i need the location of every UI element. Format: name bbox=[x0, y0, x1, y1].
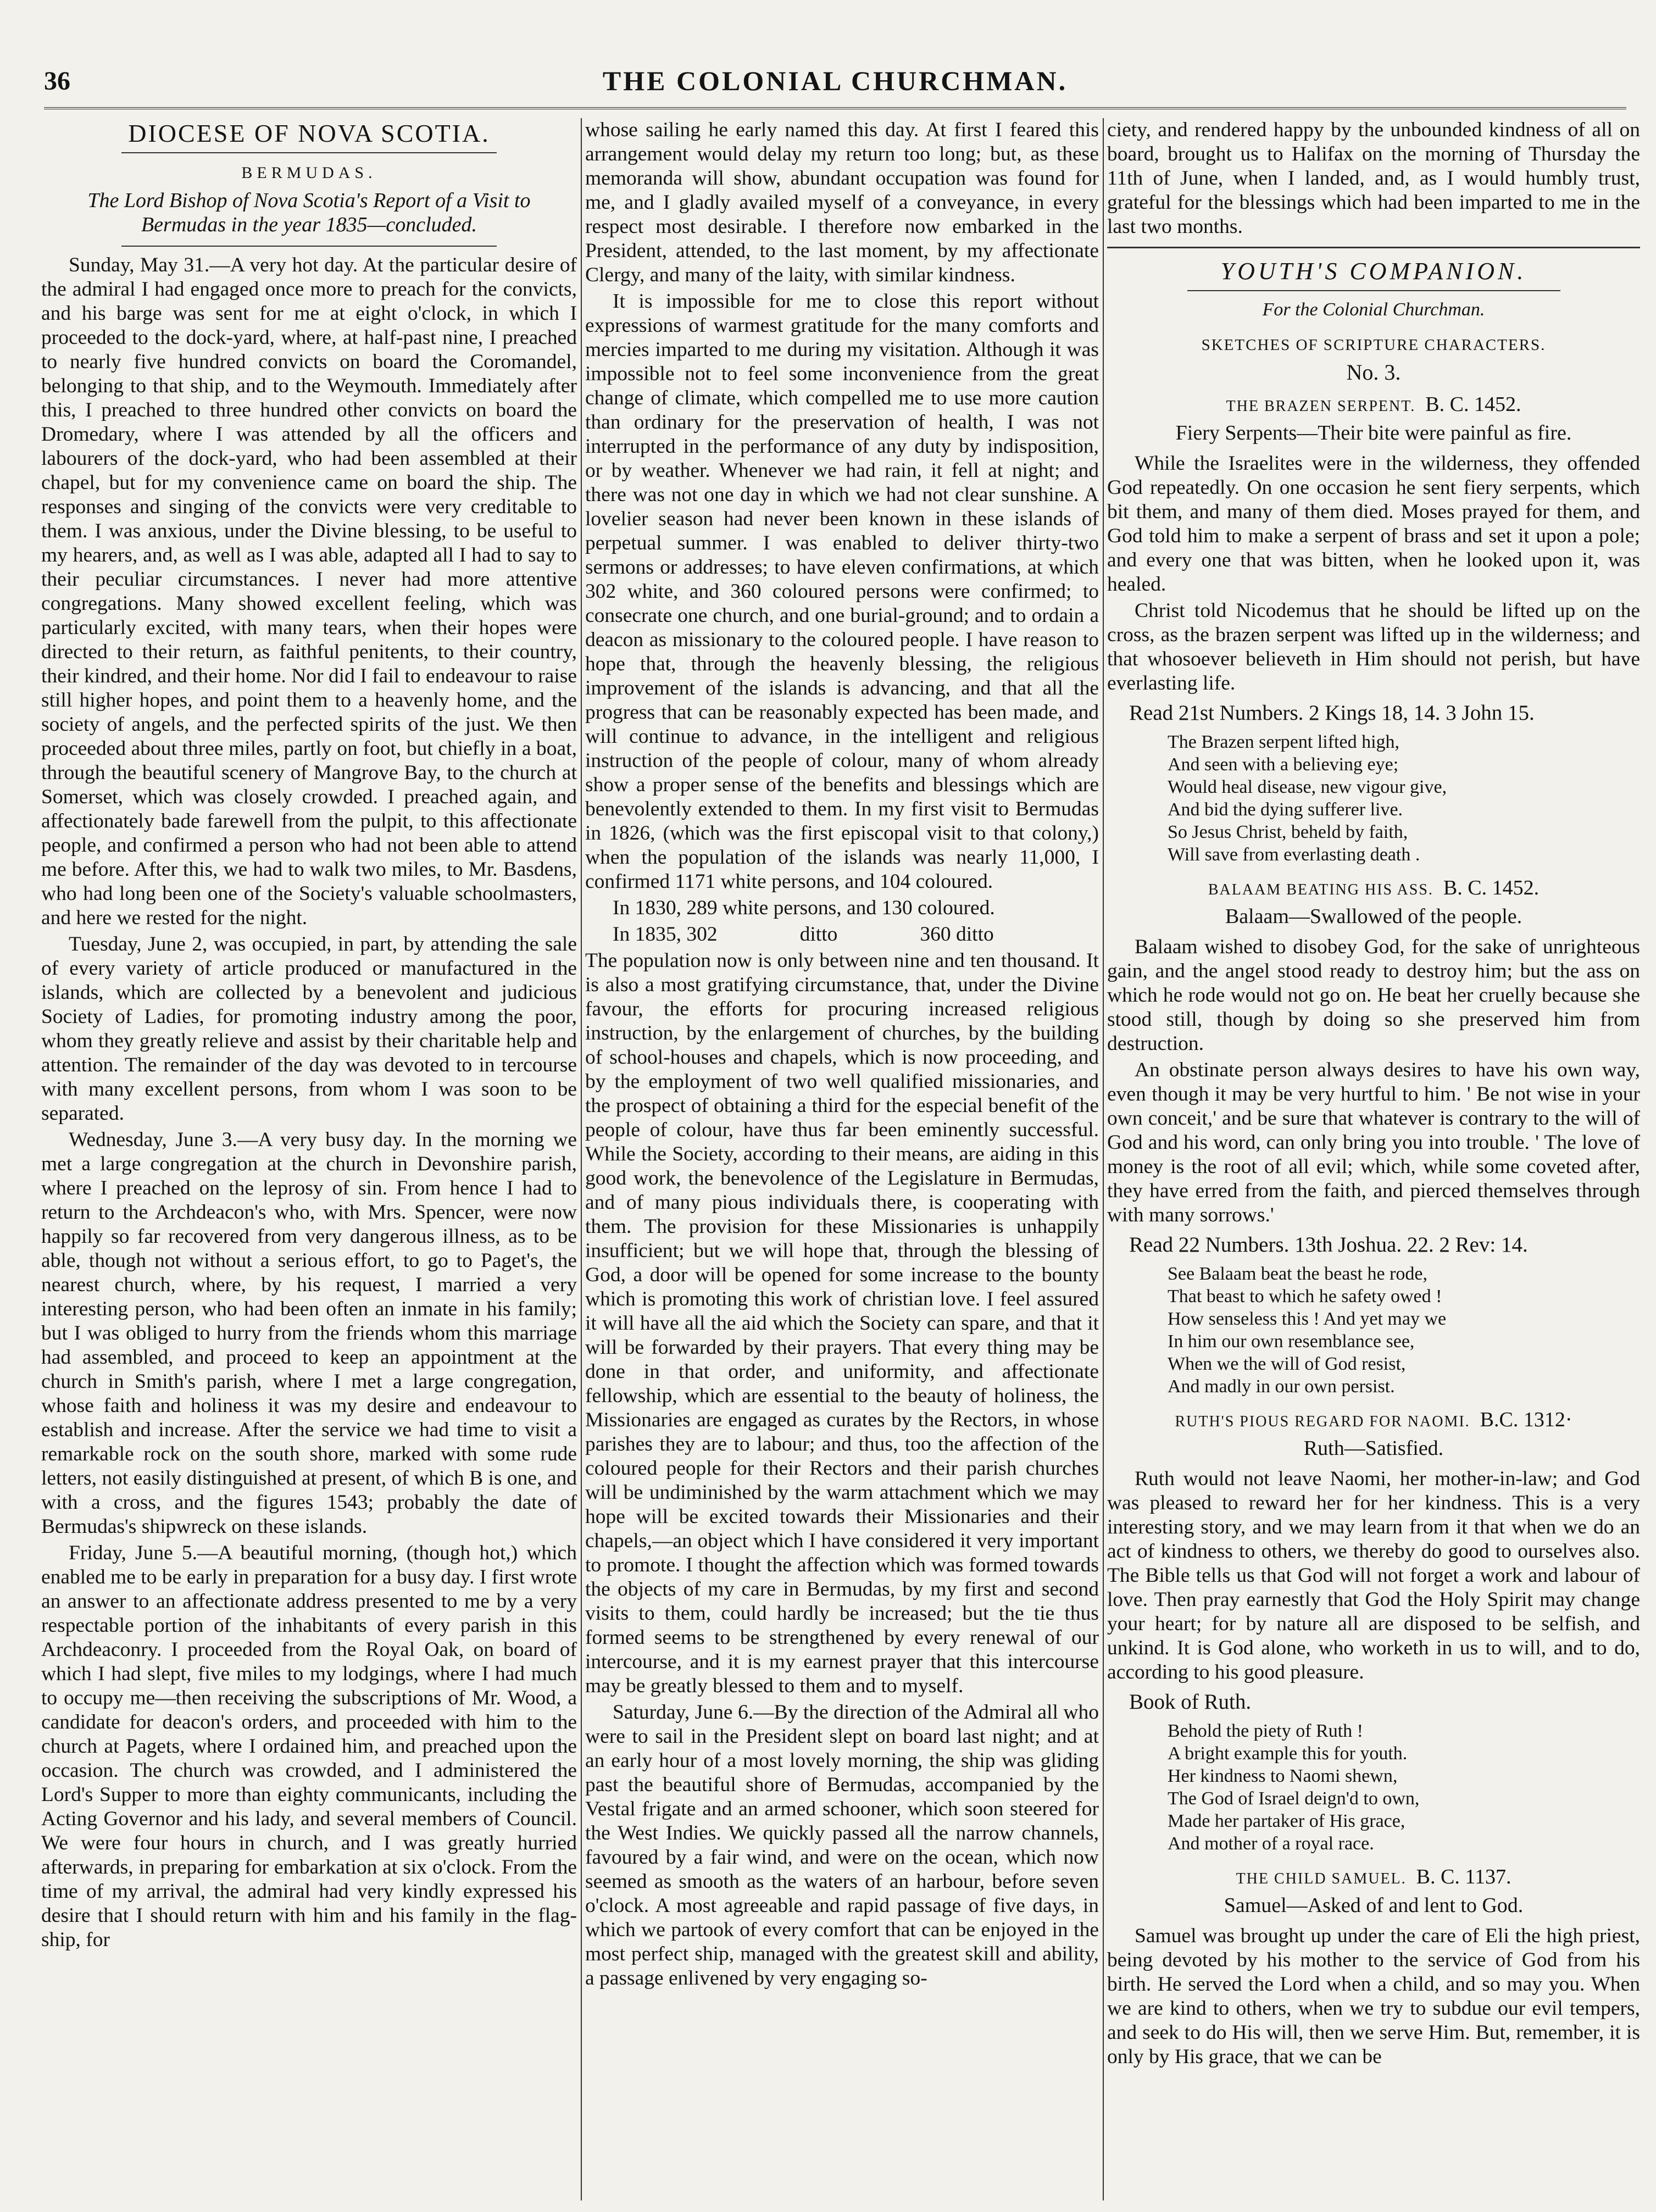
paragraph: An obstinate person always desires to have his own way, even though it may be very hurtful to him. ' Be not wise in your own conceit,' and be sure that whatever is contrary to the will of God and his word, can only bring you into trouble. ' The love of money is the root of all evil; which, while some coveted after, they have erred from the faith, and pierced themselves through with many sorrows.' bbox=[1107, 1059, 1640, 1226]
character-name: THE CHILD SAMUEL. bbox=[1236, 1870, 1407, 1887]
character-heading bbox=[1107, 392, 1640, 419]
paragraph: Balaam wished to disobey God, for the sake of unrighteous gain, and the angel stood ready to destroy him; but the ass on which he rode would not go on. He beat her cruelly because she stood still, though by doing so she preserved him from destruction. bbox=[1107, 936, 1640, 1055]
poem-line: See Balaam beat the beast he rode, bbox=[1168, 1264, 1427, 1284]
paragraph: The population now is only between nine and ten thousand. It is also a most gratifying circumstance, that, under the Divine favour, the efforts for procuring increased religious instruction, by the enlargement of churches, by the building of school-houses and chapels, which is now proceeding, and by the employment of two well qualified missionaries, and the prospect of obtaining a third for the especial benefit of the people of colour, have thus far been eminently successful. While the Society, according to their means, are aiding in this good work, the benevolence of the Legislature in Bermudas, and of many pious individuals there, is cooperating with them. The provision for these Missionaries is unhappily insufficient; but we will hope that, through the blessing of God, a door will be opened for some increase to the bounty which is promoting this work of christian love. I feel assured it will have all the aid which the Society can spare, and that it will be forwarded by their prayers. That every thing may be done in that order, and uniformity, and affectionate fellowship, which are essential to the beauty of holiness, the Missionaries are engaged as curates by the Rectors, in whose parishes they are to labour; and thus, too the affection of the coloured people for their Rectors and their parish churches will be undiminished by the warm attachment which we may hope will be excited towards their Missionaries and their chapels,—an object which I have considered it very important to promote. I thought the affection which was formed towards the objects of my care in Bermudas, by my first and second visits to them, could hardly be increased; but the tie thus formed seems to be strengthened by every renewal of our intercourse, and it is my earnest prayer that this intercourse may be greatly blessed to them and to myself. bbox=[585, 949, 1099, 1697]
rule bbox=[1187, 290, 1560, 291]
poem-line: Will save from everlasting death . bbox=[1168, 844, 1420, 865]
poem bbox=[1168, 731, 1640, 866]
stat-year: In 1835, 302 bbox=[613, 923, 718, 946]
poem-line: So Jesus Christ, beheld by faith, bbox=[1168, 822, 1408, 842]
report-title: The Lord Bishop of Nova Scotia's Report of a Visit to Bermudas in the year 1835—concluded. bbox=[87, 189, 531, 236]
stat-line bbox=[585, 922, 1099, 947]
scripture-reading: Read 21st Numbers. 2 Kings 18, 14. 3 John 15. bbox=[1129, 701, 1535, 725]
character-date: B.C. 1312· bbox=[1480, 1408, 1572, 1431]
poem-line: And madly in our own persist. bbox=[1168, 1376, 1395, 1397]
poem-line: Behold the piety of Ruth ! bbox=[1168, 1721, 1364, 1741]
poem bbox=[1168, 1263, 1640, 1398]
scripture-reading: Read 22 Numbers. 13th Joshua. 22. 2 Rev: 14. bbox=[1129, 1233, 1528, 1257]
column-divider bbox=[581, 118, 582, 2200]
poem-line: A bright example this for youth. bbox=[1168, 1743, 1408, 1764]
character-heading bbox=[1107, 876, 1640, 902]
scripture-reading: Book of Ruth. bbox=[1129, 1690, 1252, 1714]
poem-line: Her kindness to Naomi shewn, bbox=[1168, 1766, 1398, 1786]
paragraph: ciety, and rendered happy by the unbounded kindness of all on board, brought us to Halifax on the morning of Thursday the 11th of June, when I landed, and, as I would humbly trust, grateful for the blessings which had been imparted to me in the last two months. bbox=[1107, 119, 1640, 238]
character-heading bbox=[1107, 1865, 1640, 1891]
poem-line: When we the will of God resist, bbox=[1168, 1354, 1406, 1374]
paragraph: Tuesday, June 2, was occupied, in part, by attending the sale of every variety of article produced or manufactured in the islands, which are collected by a benevolent and judicious Society of Ladies, for promoting industry among the poor, whom they greatly relieve and assist by their charitable help and attention. The remainder of the day was devoted to in tercourse with many excellent persons, from whom I was soon to be separated. bbox=[41, 933, 577, 1125]
rule bbox=[121, 152, 497, 153]
column-middle bbox=[585, 118, 1099, 2200]
character-lesson: Fiery Serpents—Their bite were painful as fire. bbox=[1175, 421, 1572, 444]
poem-line: That beast to which he safety owed ! bbox=[1168, 1286, 1442, 1307]
poem-line: And seen with a believing eye; bbox=[1168, 754, 1399, 775]
poem-line: And mother of a royal race. bbox=[1168, 1833, 1374, 1854]
character-date: B. C. 1137. bbox=[1416, 1865, 1511, 1888]
paragraph: Wednesday, June 3.—A very busy day. In the morning we met a large congregation at the church in Devonshire parish, where I preached on the leprosy of sin. From hence I had to return to the Archdeacon's who, with Mrs. Spencer, were now happily so far recovered from very dangerous illness, as to be able, though not without a serious effort, to go to Paget's, the nearest church, where, by his request, I married a very interesting person, who had been often an inmate in his family; but I was obliged to hurry from the friends whom this marriage had assembled, and proceed to keep an appointment at the church in Smith's parish, where I met a large congregation, whose faith and holiness it was my desire and endeavour to establish and increase. After the service we had time to visit a remarkable rock on the south shore, marked with some rude letters, not easily distinguished at present, of which B is one, and with a cross, and the figures 1543; probably the date of Bermudas's shipwreck on these islands. bbox=[41, 1129, 577, 1538]
character-lesson: Ruth—Satisfied. bbox=[1303, 1437, 1444, 1460]
paragraph: It is impossible for me to close this report without expressions of warmest gratitude for the many comforts and mercies imparted to me during my visitation. Although it was impossible not to feel some inconvenience from the great change of climate, which compelled me to use more caution than ordinary for the preservation of health, I was not interrupted in the performance of any duty by indisposition, or by weather. Whenever we had rain, it fell at night; and there was not one day in which we had not clear sunshine. A lovelier season had never been known in these islands of perpetual summer. I was enabled to deliver thirty-two sermons or addresses; to have eleven confirmations, at which 302 white, and 360 coloured persons were confirmed; to consecrate one church, and one burial-ground; and to ordain a deacon as missionary to the coloured people. I have reason to hope that, through the heavenly blessing, the religious improvement of the islands is advancing, and that all the progress that can be reasonably expected has been made, and will continue to advance, in the intelligent and religious instruction of the people of colour, many of whom already show a proper sense of the benefits and blessings which are benevolently extended to them. In my first visit to Bermudas in 1826, (which was the first episcopal visit to that colony,) when the population of the islands was nearly 11,000, I confirmed 1171 white persons, and 104 coloured. bbox=[585, 290, 1099, 893]
header-rule bbox=[44, 107, 1626, 109]
paragraph: Saturday, June 6.—By the direction of the Admiral all who were to sail in the President slept on board last night; and at an early hour of a most lovely morning, the ship was gliding past the beautiful shore of Bermudas, accompanied by the Vestal frigate and an armed schooner, which soon steered for the West Indies. We quickly passed all the narrow channels, favoured by a fair wind, and were on the ocean, which now seemed as smooth as the waters of an harbour, before seven o'clock. A most agreeable and rapid passage of five days, in which we partook of every comfort that can be enjoyed in the most perfect ship, managed with the greatest skill and ability, a passage enlivened by very engaging so- bbox=[585, 1701, 1099, 1989]
character-name: BALAAM BEATING HIS ASS. bbox=[1208, 881, 1433, 898]
rule bbox=[121, 246, 497, 247]
paragraph: While the Israelites were in the wilderness, they offended God repeatedly. On one occasion he sent fiery serpents, which bit them, and many of them died. Moses prayed for them, and God told him to make a serpent of brass and set it upon a pole; and every one that was bitten, when he looked upon it, was healed. bbox=[1107, 452, 1640, 596]
character-date: B. C. 1452. bbox=[1425, 393, 1521, 416]
poem-line: Made her partaker of His grace, bbox=[1168, 1811, 1405, 1831]
character-date: B. C. 1452. bbox=[1443, 876, 1540, 899]
poem bbox=[1168, 1720, 1640, 1855]
paragraph: Samuel was brought up under the care of Eli the high priest, being devoted by his mother to the service of God from his birth. He served the Lord when a child, and so may you. When we are kind to others, when we try to subdue our evil tempers, and seek to do His will, then we serve Him. But, remember, it is only by His grace, that we can be bbox=[1107, 1925, 1640, 2068]
paragraph: whose sailing he early named this day. At first I feared this arrangement would delay my return too long; but, as these memoranda will show, abundant occupation was found for me, and I gladly availed myself of a conveyance, in every respect most desirable. I therefore now embarked in the President, attended, to the last moment, by my affectionate Clergy, and many of the laity, with similar kindness. bbox=[585, 119, 1099, 286]
column-right bbox=[1107, 118, 1640, 2200]
youths-companion-title: YOUTH'S COMPANION. bbox=[1220, 258, 1527, 285]
page-header bbox=[44, 60, 1626, 110]
subhead: BERMUDAS. bbox=[241, 164, 377, 182]
poem-line: How senseless this ! And yet may we bbox=[1168, 1309, 1447, 1329]
column-left bbox=[41, 118, 577, 2200]
paragraph: Sunday, May 31.—A very hot day. At the particular desire of the admiral I had engaged once more to preach for the convicts, and his barge was sent for me at eight o'clock, in which I proceeded to the dock-yard, where, at half-past nine, I preached to nearly five hundred convicts on board the Coromandel, belonging to that ship, and to the Weymouth. Immediately after this, I preached to three hundred other convicts on board the Dromedary, where I was attended by all the officers and labourers of the dock-yard, who had been assembled at their chapel, but for my convenience came on board the ship. The responses and singing of the convicts were very creditable to them. I was anxious, under the Divine blessing, to be useful to my hearers, and, as well as I was able, adapted all I had to say to their peculiar circumstances. I never had more attentive congregations. Many showed excellent feeling, which was particularly excited, with many tears, when their hopes were directed to their return, as faithful penitents, to their country, their kindred, and their home. Nor did I fail to endeavour to raise still higher hopes, and point them to a heavenly home, and the society of angels, and the perfected spirits of the just. We then proceeded about three miles, partly on foot, but chiefly in a boat, through the beautiful scenery of Mangrove Bay, to the church at Somerset, which was closely crowded. I preached again, and affectionately bade farewell from the pulpit, to this affectionate people, and confirmed a person who had not been able to attend me before. After this, we had to walk two miles, to Mr. Basdens, who had long been one of the Society's valuable schoolmasters, and here we rested for the night. bbox=[41, 254, 577, 929]
stat-coloured: 360 ditto bbox=[920, 923, 994, 946]
stat-line: In 1830, 289 white persons, and 130 coloured. bbox=[613, 897, 995, 919]
sketches-heading: SKETCHES OF SCRIPTURE CHARACTERS. bbox=[1201, 336, 1546, 354]
paragraph: Christ told Nicodemus that he should be lifted up on the cross, as the brazen serpent was lifted up in the wilderness; and that whosoever believeth in Him should not perish, but have everlasting life. bbox=[1107, 599, 1640, 694]
character-heading bbox=[1107, 1408, 1640, 1434]
rule bbox=[1107, 247, 1640, 248]
page-number: 36 bbox=[44, 66, 70, 96]
running-title: THE COLONIAL CHURCHMAN. bbox=[602, 65, 1068, 96]
sketch-number: No. 3. bbox=[1346, 360, 1401, 385]
character-name: THE BRAZEN SERPENT. bbox=[1226, 398, 1416, 415]
paragraph: Ruth would not leave Naomi, her mother-in-law; and God was pleased to reward her for her kindness. This is a very interesting story, and we may learn from it that when we do an act of kindness to others, we thereby do good to ourselves also. The Bible tells us that God will not forget a work and labour of love. Then pray earnestly that God the Holy Spirit may change your heart; for by nature all are disposed to be selfish, and unkind. It is God alone, who worketh in us to will, and to do, according to his good pleasure. bbox=[1107, 1468, 1640, 1683]
section-title: DIOCESE OF NOVA SCOTIA. bbox=[128, 119, 490, 147]
stat-ditto: ditto bbox=[799, 923, 838, 946]
poem-line: In him our own resemblance see, bbox=[1168, 1331, 1415, 1352]
poem-line: The Brazen serpent lifted high, bbox=[1168, 732, 1400, 752]
youths-companion-subtitle: For the Colonial Churchman. bbox=[1262, 299, 1485, 320]
poem-line: And bid the dying sufferer live. bbox=[1168, 799, 1403, 820]
paragraph: Friday, June 5.—A beautiful morning, (though hot,) which enabled me to be early in preparation for a busy day. I first wrote an answer to an affectionate address presented to me by a very respectable portion of the inhabitants of every parish in this Archdeaconry. I proceeded from the Royal Oak, on board of which I had slept, five miles to my lodgings, where I had much to occupy me—then receiving the subscriptions of Mr. Wood, a candidate for deacon's orders, and proceeded with him to the church at Pagets, where I ordained him, and preached upon the occasion. The church was crowded, and I administered the Lord's Supper to more than eighty communicants, including the Acting Governor and his lady, and several members of Council. We were four hours in church, and I was greatly hurried afterwards, in preparing for embarkation at six o'clock. From the time of my arrival, the admiral had very kindly expressed his desire that I should return with him and his family in the flag-ship, for bbox=[41, 1542, 577, 1951]
column-divider bbox=[1103, 118, 1104, 2200]
poem-line: The God of Israel deign'd to own, bbox=[1168, 1788, 1420, 1809]
character-lesson: Balaam—Swallowed of the people. bbox=[1225, 905, 1522, 928]
poem-line: Would heal disease, new vigour give, bbox=[1168, 777, 1447, 797]
character-lesson: Samuel—Asked of and lent to God. bbox=[1224, 1894, 1524, 1917]
character-name: RUTH'S PIOUS REGARD FOR NAOMI. bbox=[1175, 1413, 1470, 1430]
